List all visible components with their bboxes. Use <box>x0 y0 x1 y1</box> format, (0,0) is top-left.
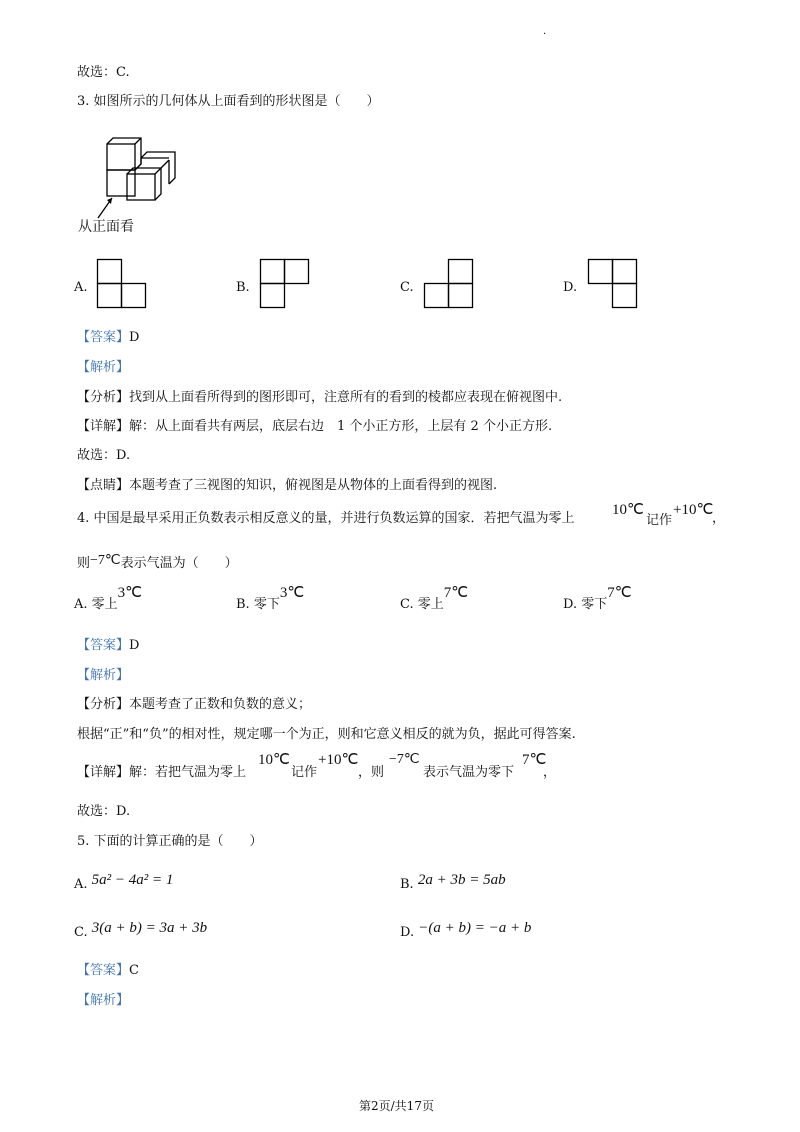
q4-temp-10: 10℃ <box>612 502 644 518</box>
q3-solid-figure <box>100 136 180 212</box>
q4-option-b[interactable] <box>236 585 305 612</box>
q5-option-d-expr: −(a + b) = −a + b <box>418 920 532 936</box>
q5-option-c[interactable] <box>74 920 208 940</box>
q4-option-c[interactable] <box>400 585 469 612</box>
fenxi-tag: 【分析】 <box>77 390 130 405</box>
q5-answer-line <box>77 964 139 977</box>
q3-option-d-figure[interactable] <box>588 259 640 309</box>
dianjing-tag: 【点睛】 <box>77 478 130 493</box>
answer-tag: 【答案】 <box>77 330 130 345</box>
q5-option-c-expr: 3(a + b) = 3a + 3b <box>91 920 208 936</box>
q4-xj-record: 记作 <box>291 765 318 780</box>
q4-fenxi-line <box>77 698 311 711</box>
xiangjie-tag: 【详解】 <box>77 765 130 780</box>
q3-option-c-figure[interactable] <box>424 259 476 309</box>
q4-xj-minus7: −7℃ <box>389 752 420 767</box>
q4-xj-means: 表示气温为零下 <box>423 765 515 780</box>
q4-xiangjie-a: 解：若把气温为零上 <box>129 765 247 780</box>
page-footer: 第2页/共17页 <box>359 1099 434 1113</box>
q5-option-b-expr: 2a + 3b = 5ab <box>417 872 506 888</box>
q3-xiangjie: 解：从上面看共有两层，底层右边 1 个小正方形，上层有 2 个小正方形. <box>129 419 553 434</box>
q4-option-c-label: C. 零上 <box>400 597 444 612</box>
q4-analysis-tag: 【解析】 <box>77 668 130 683</box>
q3-analysis-tag: 【解析】 <box>77 360 130 375</box>
q3-option-c-label[interactable]: C. <box>400 280 414 295</box>
q3-conclusion: 故选：D. <box>77 448 131 463</box>
q4-option-a-value: 3℃ <box>117 585 143 601</box>
q4-xj-comma: ， <box>543 765 557 780</box>
q4-fenxi: 本题考查了正数和负数的意义； <box>129 697 312 712</box>
q5-option-a[interactable] <box>74 872 174 892</box>
q4-xiangjie-line <box>77 766 246 779</box>
q4-stem: 4. 中国是最早采用正负数表示相反意义的量，并进行负数运算的国家．若把气温为零上 <box>77 511 575 526</box>
q5-option-b-label: B. <box>400 877 414 892</box>
q3-option-d-label[interactable]: D. <box>563 280 578 295</box>
q4-option-d[interactable] <box>563 585 632 612</box>
q4-record-as: 记作 <box>646 513 673 528</box>
q3-option-b-label[interactable]: B. <box>236 280 250 295</box>
q5-answer: C <box>129 963 139 978</box>
q4-option-b-value: 3℃ <box>279 585 305 601</box>
q4-temp-plus10: +10℃ <box>673 502 714 518</box>
q3-fenxi: 找到从上面看所得到的图形即可，注意所有的看到的棱都应表现在俯视图中. <box>129 390 563 405</box>
answer-tag: 【答案】 <box>77 963 130 978</box>
q5-option-d[interactable] <box>400 920 532 940</box>
q4-option-d-label: D. 零下 <box>563 597 608 612</box>
q5-option-a-label: A. <box>74 877 88 892</box>
q4-option-a[interactable] <box>74 585 143 612</box>
q4-xj-10: 10℃ <box>258 752 290 768</box>
q3-fenxi-line <box>77 391 562 404</box>
q3-option-a-figure[interactable] <box>97 259 149 309</box>
q4-option-d-value: 7℃ <box>607 585 632 601</box>
q4-xj-plus10: +10℃ <box>318 752 359 768</box>
q4-answer: D <box>129 638 140 653</box>
q4-temp-minus7: −7℃ <box>90 553 121 568</box>
q4-fenxi-2: 根据“正”和“负”的相对性，规定哪一个为正，则和它意义相反的就为负，据此可得答案. <box>77 727 576 742</box>
answer-tag: 【答案】 <box>77 638 130 653</box>
q4-xj-then: ，则 <box>358 765 385 780</box>
q3-answer: D <box>129 330 140 345</box>
q3-dianjing: 本题考查了三视图的知识，俯视图是从物体的上面看得到的视图. <box>129 478 498 493</box>
q4-then: 则 <box>77 556 91 571</box>
q4-stem-2 <box>77 553 238 571</box>
q3-option-a-label[interactable]: A. <box>74 280 88 295</box>
q5-analysis-tag: 【解析】 <box>77 993 130 1008</box>
q3-option-b-figure[interactable] <box>260 259 312 309</box>
q5-option-a-expr: 5a² − 4a² = 1 <box>91 872 174 888</box>
q5-stem: 5. 下面的计算正确的是（ ） <box>77 834 263 849</box>
xiangjie-tag: 【详解】 <box>77 419 130 434</box>
q3-stem: 3. 如图所示的几何体从上面看到的形状图是（ ） <box>77 94 380 109</box>
q5-option-b[interactable] <box>400 872 506 892</box>
fenxi-tag: 【分析】 <box>77 697 130 712</box>
q3-xiangjie-line <box>77 420 552 433</box>
prev-answer: 故选：C. <box>77 65 130 80</box>
q4-answer-line <box>77 639 139 652</box>
q4-xj-7: 7℃ <box>522 752 547 768</box>
q3-figure-label: 从正面看 <box>78 219 134 235</box>
top-mark: · <box>543 29 547 40</box>
q4-comma: ， <box>712 511 726 526</box>
q4-means: 表示气温为（ ） <box>120 556 238 571</box>
q4-option-a-label: A. 零上 <box>74 597 118 612</box>
q4-option-b-label: B. 零下 <box>236 597 280 612</box>
q4-conclusion: 故选：D. <box>77 804 131 819</box>
q3-answer-line <box>77 331 139 344</box>
q5-option-d-label: D. <box>400 925 415 940</box>
q5-option-c-label: C. <box>74 925 88 940</box>
q3-dianjing-line <box>77 479 497 492</box>
q4-option-c-value: 7℃ <box>443 585 469 601</box>
